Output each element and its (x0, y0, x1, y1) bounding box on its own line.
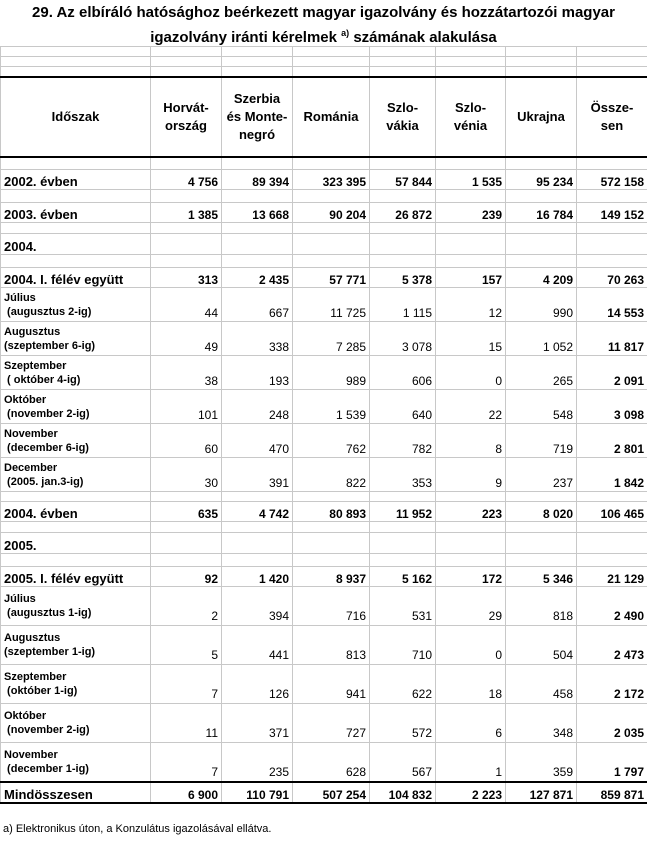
cell-value: 1 539 (293, 390, 370, 424)
title-line-2-text: igazolvány iránti kérelmek (150, 29, 337, 46)
row-2002 (1, 170, 647, 190)
cell-value: 990 (506, 288, 577, 322)
cell-value: 5 378 (370, 268, 436, 288)
cell-value: 710 (370, 626, 436, 665)
cell-value: 504 (506, 626, 577, 665)
month-range: ( október 4-ig) (4, 373, 81, 386)
row-label: 2002. évben (1, 170, 151, 190)
row-2003 (1, 203, 647, 223)
cell-value: 548 (506, 390, 577, 424)
title-line-1: 29. Az elbíráló hatósághoz beérkezett magyar igazolvány és hozzátartozói magyar (32, 4, 615, 21)
data-table (0, 46, 647, 804)
cell-value: 727 (293, 704, 370, 743)
header-slovenia: Szlo- vénia (436, 77, 506, 157)
cell-value: 26 872 (370, 203, 436, 223)
cell-value: 782 (370, 424, 436, 458)
header-total: Össze- sen (577, 77, 647, 157)
row-label: 2003. évben (1, 203, 151, 223)
cell-value: 7 285 (293, 322, 370, 356)
cell-value: 441 (222, 626, 293, 665)
cell-value: 106 465 (577, 502, 647, 522)
month-row (1, 587, 647, 626)
cell-value: 762 (293, 424, 370, 458)
month-label (1, 626, 151, 665)
cell-value: 338 (222, 322, 293, 356)
header-croatia: Horvát- ország (151, 77, 222, 157)
cell-value: 2 473 (577, 626, 647, 665)
header-romania: Románia (293, 77, 370, 157)
month-range: (október 1-ig) (4, 685, 78, 697)
month-row (1, 322, 647, 356)
cell-value: 4 209 (506, 268, 577, 288)
spacer-row (1, 522, 647, 533)
cell-value: 21 129 (577, 567, 647, 587)
month-name: Október (4, 710, 47, 722)
month-range: (augusztus 2-ig) (4, 305, 92, 318)
cell-value: 2 172 (577, 665, 647, 704)
cell-value: 70 263 (577, 268, 647, 288)
month-row (1, 743, 647, 783)
spacer-row (1, 190, 647, 203)
cell-value: 29 (436, 587, 506, 626)
row-grand-total (1, 782, 647, 803)
cell-value: 172 (436, 567, 506, 587)
cell-value: 719 (506, 424, 577, 458)
cell-value: 2 (151, 587, 222, 626)
cell-value: 391 (222, 458, 293, 492)
row-2004 (1, 502, 647, 522)
title-line-2-end: számának alakulása (349, 29, 497, 46)
spacer-row (1, 554, 647, 567)
cell-value: 989 (293, 356, 370, 390)
cell-value: 8 (436, 424, 506, 458)
cell-value: 57 771 (293, 268, 370, 288)
month-row (1, 458, 647, 492)
cell-value: 359 (506, 743, 577, 783)
cell-value: 49 (151, 322, 222, 356)
cell-value: 6 900 (151, 782, 222, 803)
cell-value: 11 952 (370, 502, 436, 522)
cell-value: 110 791 (222, 782, 293, 803)
month-name: Szeptember (4, 359, 67, 372)
cell-value: 1 797 (577, 743, 647, 783)
cell-value: 11 817 (577, 322, 647, 356)
month-name: November (4, 427, 58, 440)
month-label (1, 356, 151, 390)
month-name: Október (4, 393, 47, 406)
month-row (1, 424, 647, 458)
month-range: (2005. jan.3-ig) (4, 475, 84, 488)
cell-value: 14 553 (577, 288, 647, 322)
cell-value: 1 842 (577, 458, 647, 492)
cell-value: 11 (151, 704, 222, 743)
cell-value: 11 725 (293, 288, 370, 322)
month-range: (december 1-ig) (4, 763, 89, 775)
cell-value: 95 234 (506, 170, 577, 190)
month-range: (augusztus 1-ig) (4, 607, 92, 619)
header-period: Időszak (1, 77, 151, 157)
cell-value: 235 (222, 743, 293, 783)
month-name: Szeptember (4, 671, 67, 683)
cell-value: 2 091 (577, 356, 647, 390)
row-label: 2004. I. félév együtt (1, 268, 151, 288)
cell-value: 622 (370, 665, 436, 704)
cell-value: 371 (222, 704, 293, 743)
cell-value: 1 115 (370, 288, 436, 322)
month-label (1, 458, 151, 492)
month-label (1, 322, 151, 356)
header-ukraine: Ukrajna (506, 77, 577, 157)
cell-value: 2 490 (577, 587, 647, 626)
cell-value: 859 871 (577, 782, 647, 803)
spacer-row (1, 47, 647, 57)
cell-value: 0 (436, 356, 506, 390)
cell-value: 22 (436, 390, 506, 424)
month-row (1, 704, 647, 743)
cell-value: 1 385 (151, 203, 222, 223)
spacer-row (1, 57, 647, 67)
cell-value: 2 435 (222, 268, 293, 288)
spacer-row (1, 67, 647, 78)
cell-value: 353 (370, 458, 436, 492)
cell-value: 1 420 (222, 567, 293, 587)
month-row (1, 390, 647, 424)
cell-value: 2 223 (436, 782, 506, 803)
cell-value: 237 (506, 458, 577, 492)
spacer-row (1, 492, 647, 502)
cell-value: 149 152 (577, 203, 647, 223)
header-serbia: Szerbia és Monte- negró (222, 77, 293, 157)
cell-value: 9 (436, 458, 506, 492)
year-label: 2004. (1, 234, 151, 255)
cell-value: 8 020 (506, 502, 577, 522)
cell-value: 18 (436, 665, 506, 704)
month-row (1, 626, 647, 665)
footnote-marker: a) (341, 28, 350, 38)
row-label: Mindösszesen (1, 782, 151, 803)
cell-value: 470 (222, 424, 293, 458)
cell-value: 2 801 (577, 424, 647, 458)
footnote: a) Elektronikus úton, a Konzulátus igazolásával ellátva. (3, 823, 272, 835)
cell-value: 193 (222, 356, 293, 390)
title-line-2 (150, 29, 497, 46)
cell-value: 1 535 (436, 170, 506, 190)
month-range: (november 2-ig) (4, 407, 90, 420)
month-row (1, 665, 647, 704)
cell-value: 5 346 (506, 567, 577, 587)
cell-value: 239 (436, 203, 506, 223)
month-range: (szeptember 6-ig) (4, 339, 96, 352)
cell-value: 628 (293, 743, 370, 783)
spacer-row (1, 157, 647, 170)
month-name: November (4, 749, 58, 761)
cell-value: 822 (293, 458, 370, 492)
cell-value: 8 937 (293, 567, 370, 587)
cell-value: 7 (151, 743, 222, 783)
row-2004-h1 (1, 268, 647, 288)
cell-value: 394 (222, 587, 293, 626)
month-label (1, 424, 151, 458)
cell-value: 1 (436, 743, 506, 783)
month-name: Július (4, 291, 36, 304)
cell-value: 3 098 (577, 390, 647, 424)
month-name: December (4, 461, 58, 474)
month-label (1, 665, 151, 704)
month-name: Július (4, 593, 36, 605)
cell-value: 818 (506, 587, 577, 626)
month-range: (december 6-ig) (4, 441, 89, 454)
cell-value: 104 832 (370, 782, 436, 803)
cell-value: 57 844 (370, 170, 436, 190)
cell-value: 716 (293, 587, 370, 626)
cell-value: 38 (151, 356, 222, 390)
month-row (1, 356, 647, 390)
row-label: 2005. I. félév együtt (1, 567, 151, 587)
year-label-row (1, 533, 647, 554)
cell-value: 1 052 (506, 322, 577, 356)
cell-value: 635 (151, 502, 222, 522)
cell-value: 80 893 (293, 502, 370, 522)
cell-value: 572 (370, 704, 436, 743)
month-label (1, 288, 151, 322)
header-slovakia: Szlo- vákia (370, 77, 436, 157)
month-label (1, 390, 151, 424)
cell-value: 44 (151, 288, 222, 322)
cell-value: 90 204 (293, 203, 370, 223)
cell-value: 313 (151, 268, 222, 288)
cell-value: 92 (151, 567, 222, 587)
cell-value: 6 (436, 704, 506, 743)
cell-value: 157 (436, 268, 506, 288)
cell-value: 0 (436, 626, 506, 665)
year-label: 2005. (1, 533, 151, 554)
year-label-row (1, 234, 647, 255)
month-name: Augusztus (4, 325, 61, 338)
table-title (0, 0, 647, 46)
month-row (1, 288, 647, 322)
cell-value: 507 254 (293, 782, 370, 803)
cell-value: 2 035 (577, 704, 647, 743)
cell-value: 5 162 (370, 567, 436, 587)
cell-value: 567 (370, 743, 436, 783)
cell-value: 323 395 (293, 170, 370, 190)
cell-value: 127 871 (506, 782, 577, 803)
month-label (1, 704, 151, 743)
cell-value: 941 (293, 665, 370, 704)
cell-value: 13 668 (222, 203, 293, 223)
spacer-row (1, 223, 647, 234)
cell-value: 12 (436, 288, 506, 322)
cell-value: 30 (151, 458, 222, 492)
cell-value: 606 (370, 356, 436, 390)
header-row (1, 77, 647, 157)
cell-value: 265 (506, 356, 577, 390)
cell-value: 4 756 (151, 170, 222, 190)
cell-value: 89 394 (222, 170, 293, 190)
cell-value: 5 (151, 626, 222, 665)
cell-value: 813 (293, 626, 370, 665)
month-label (1, 743, 151, 783)
row-label: 2004. évben (1, 502, 151, 522)
cell-value: 15 (436, 322, 506, 356)
cell-value: 3 078 (370, 322, 436, 356)
cell-value: 248 (222, 390, 293, 424)
cell-value: 60 (151, 424, 222, 458)
cell-value: 101 (151, 390, 222, 424)
cell-value: 348 (506, 704, 577, 743)
cell-value: 16 784 (506, 203, 577, 223)
month-range: (november 2-ig) (4, 724, 90, 736)
row-2005-h1 (1, 567, 647, 587)
cell-value: 531 (370, 587, 436, 626)
spacer-row (1, 255, 647, 268)
cell-value: 223 (436, 502, 506, 522)
month-range: (szeptember 1-ig) (4, 646, 96, 658)
month-label (1, 587, 151, 626)
cell-value: 572 158 (577, 170, 647, 190)
cell-value: 458 (506, 665, 577, 704)
cell-value: 640 (370, 390, 436, 424)
cell-value: 7 (151, 665, 222, 704)
cell-value: 4 742 (222, 502, 293, 522)
cell-value: 667 (222, 288, 293, 322)
cell-value: 126 (222, 665, 293, 704)
month-name: Augusztus (4, 632, 61, 644)
